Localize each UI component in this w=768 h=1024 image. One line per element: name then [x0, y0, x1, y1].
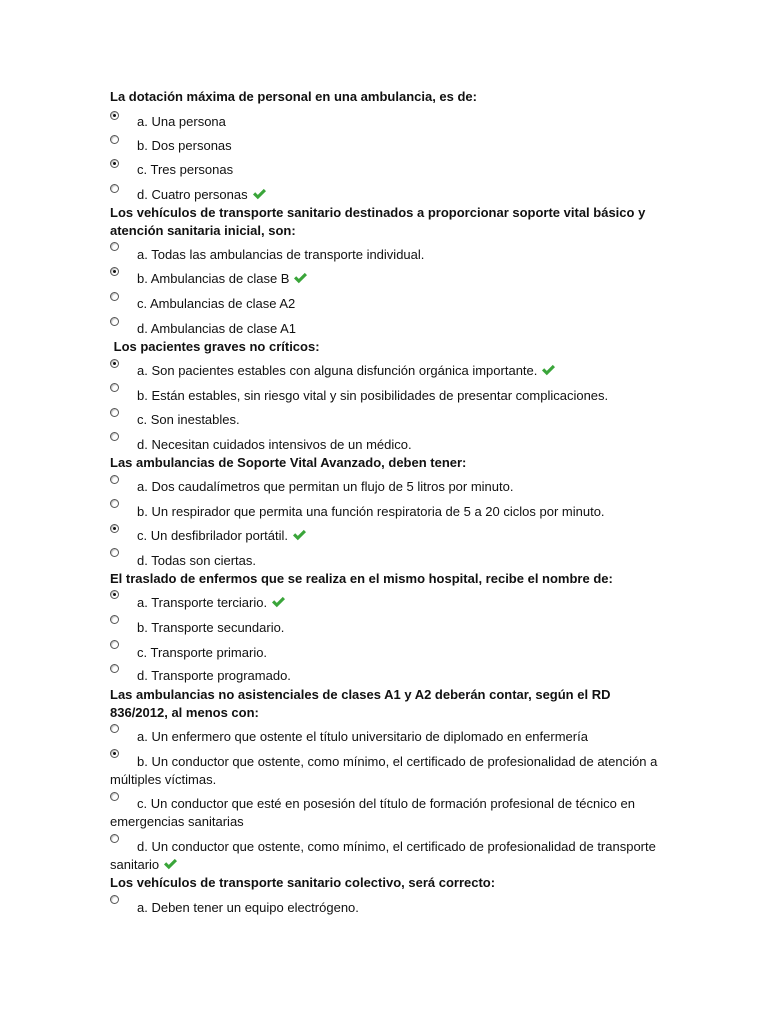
- answer-label: d. Transporte programado.: [137, 668, 291, 683]
- answer-option[interactable]: [110, 478, 658, 496]
- radio-button[interactable]: [110, 383, 119, 392]
- answer-option[interactable]: [110, 899, 658, 917]
- radio-button[interactable]: [110, 111, 119, 120]
- correct-check-icon: [163, 858, 178, 870]
- correct-check-icon: [292, 529, 307, 541]
- answer-label: c. Tres personas: [137, 162, 234, 177]
- question-text: Los pacientes graves no críticos:: [110, 339, 320, 354]
- answer-option[interactable]: [110, 503, 658, 521]
- answer-label: b. Un respirador que permita una función respiratoria de 5 a 20 ciclos por minuto.: [137, 504, 605, 519]
- answer-option[interactable]: [110, 411, 658, 429]
- answer-option[interactable]: [110, 295, 658, 313]
- answer-label: a. Transporte terciario.: [110, 594, 658, 612]
- answer-label: c. Un desfibrilador portátil.: [110, 527, 658, 545]
- answer-option[interactable]: [110, 644, 658, 662]
- correct-check-icon: [271, 596, 286, 608]
- answer-label: a. Deben tener un equipo electrógeno.: [137, 900, 359, 915]
- answer-label: b. Dos personas: [137, 138, 232, 153]
- question-text: El traslado de enfermos que se realiza en el mismo hospital, recibe el nombre de:: [110, 571, 613, 586]
- answer-label: c. Ambulancias de clase A2: [137, 296, 296, 311]
- answer-option[interactable]: [110, 320, 658, 338]
- answer-label: d. Necesitan cuidados intensivos de un médico.: [137, 437, 412, 452]
- radio-button[interactable]: [110, 615, 119, 624]
- answer-option[interactable]: [110, 795, 658, 831]
- answer-label: b. Transporte secundario.: [137, 620, 285, 635]
- answer-option[interactable]: [110, 838, 658, 874]
- correct-check-icon: [293, 272, 308, 284]
- radio-button[interactable]: [110, 475, 119, 484]
- radio-button[interactable]: [110, 408, 119, 417]
- radio-button[interactable]: [110, 359, 119, 368]
- radio-button[interactable]: [110, 499, 119, 508]
- radio-button[interactable]: [110, 640, 119, 649]
- answer-option[interactable]: [110, 113, 658, 131]
- question-text: Las ambulancias de Soporte Vital Avanzado, deben tener:: [110, 455, 467, 470]
- answer-label: d. Cuatro personas: [110, 186, 658, 204]
- answer-label: c. Un conductor que esté en posesión del título de formación profesional de técnico en emergencias sanitarias: [110, 796, 635, 829]
- answer-option[interactable]: [110, 667, 658, 685]
- radio-button[interactable]: [110, 834, 119, 843]
- correct-check-icon: [541, 364, 556, 376]
- question-text: La dotación máxima de personal en una ambulancia, es de:: [110, 89, 477, 104]
- radio-button[interactable]: [110, 590, 119, 599]
- answer-label: d. Todas son ciertas.: [137, 553, 256, 568]
- answer-option[interactable]: [110, 186, 658, 204]
- answer-option[interactable]: [110, 161, 658, 179]
- radio-button[interactable]: [110, 267, 119, 276]
- answer-label: a. Son pacientes estables con alguna disfunción orgánica importante.: [110, 362, 658, 380]
- radio-button[interactable]: [110, 242, 119, 251]
- radio-button[interactable]: [110, 317, 119, 326]
- radio-button[interactable]: [110, 548, 119, 557]
- answer-label: b. Están estables, sin riesgo vital y sin posibilidades de presentar complicaciones.: [137, 388, 609, 403]
- radio-button[interactable]: [110, 524, 119, 533]
- answer-label: b. Ambulancias de clase B: [110, 270, 658, 288]
- answer-option[interactable]: [110, 728, 658, 746]
- radio-button[interactable]: [110, 749, 119, 758]
- radio-button[interactable]: [110, 135, 119, 144]
- radio-button[interactable]: [110, 664, 119, 673]
- radio-button[interactable]: [110, 792, 119, 801]
- question-text: Las ambulancias no asistenciales de clases A1 y A2 deberán contar, según el RD 836/2012, al menos con:: [110, 687, 615, 720]
- correct-check-icon: [252, 188, 267, 200]
- answer-option[interactable]: [110, 619, 658, 637]
- radio-button[interactable]: [110, 292, 119, 301]
- answer-label: c. Transporte primario.: [137, 645, 268, 660]
- answer-label: d. Ambulancias de clase A1: [137, 321, 296, 336]
- answer-option[interactable]: [110, 753, 658, 789]
- question-text: Los vehículos de transporte sanitario destinados a proporcionar soporte vital básico y atención sanitaria inicial, son:: [110, 205, 649, 238]
- answer-option[interactable]: [110, 362, 658, 380]
- radio-button[interactable]: [110, 724, 119, 733]
- answer-label: c. Son inestables.: [137, 412, 240, 427]
- answer-label: b. Un conductor que ostente, como mínimo, el certificado de profesionalidad de atención a múltiples víctimas.: [110, 754, 658, 787]
- radio-button[interactable]: [110, 184, 119, 193]
- radio-button[interactable]: [110, 159, 119, 168]
- answer-option[interactable]: [110, 270, 658, 288]
- answer-label: a. Dos caudalímetros que permitan un flujo de 5 litros por minuto.: [137, 479, 514, 494]
- radio-button[interactable]: [110, 432, 119, 441]
- radio-button[interactable]: [110, 895, 119, 904]
- answer-option[interactable]: [110, 436, 658, 454]
- answer-label: a. Una persona: [137, 114, 226, 129]
- answer-option[interactable]: [110, 552, 658, 570]
- answer-option[interactable]: [110, 246, 658, 264]
- answer-label: a. Todas las ambulancias de transporte individual.: [137, 247, 425, 262]
- answer-option[interactable]: [110, 527, 658, 545]
- answer-option[interactable]: [110, 387, 658, 405]
- answer-option[interactable]: [110, 137, 658, 155]
- answer-option[interactable]: [110, 594, 658, 612]
- answer-label: a. Un enfermero que ostente el título universitario de diplomado en enfermería: [137, 729, 588, 744]
- question-text: Los vehículos de transporte sanitario colectivo, será correcto:: [110, 875, 496, 890]
- answer-label: d. Un conductor que ostente, como mínimo, el certificado de profesionalidad de transporte sanitario: [110, 839, 656, 872]
